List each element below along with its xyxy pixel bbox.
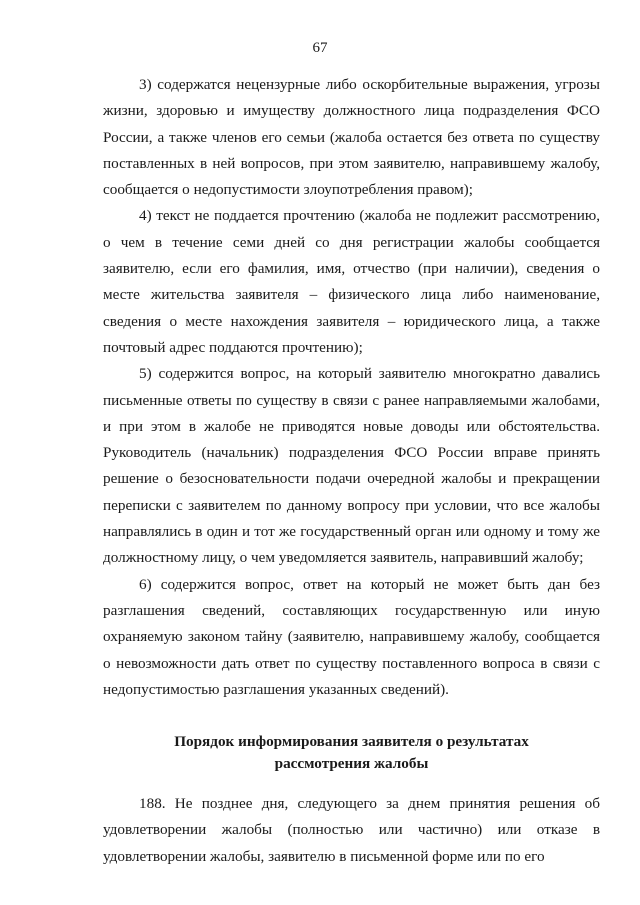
paragraph-item-5: 5) содержится вопрос, на который заявителю многократно давались письменные ответы по существу в связи с ранее направляемыми жалобами, и при этом в жалобе не приводятся новые доводы или обстоятельства. Руководитель (начальник) подразделения ФСО России вправе принять решение о безосновательности подачи очередной жалобы и прекращении переписки с заявителем по данному вопросу при условии, что все жалобы направлялись в один и тот же государственный орган или одному и тому же должностному лицу, о чем уведомляется заявитель, направивший жалобу; — [103, 365, 600, 567]
page-number: 67 — [312, 40, 328, 56]
paragraph-188: 188. Не позднее дня, следующего за днем принятия решения об удовлетворении жалобы (полностью или частично) или отказе в удовлетворении жалобы, заявителю в письменной форме или по его — [103, 795, 600, 865]
section-heading-line-2: рассмотрения жалобы — [274, 755, 429, 773]
document-body — [103, 72, 600, 870]
section-heading — [103, 731, 600, 775]
section-heading-line-1: Порядок информирования заявителя о результатах — [174, 733, 529, 751]
paragraph-item-3: 3) содержатся нецензурные либо оскорбительные выражения, угрозы жизни, здоровью и имуществу должностного лица подразделения ФСО России, а также членов его семьи (жалоба остается без ответа по существу поставленных в ней вопросов, при этом заявителю, направившему жалобу, сообщается о недопустимости злоупотребления правом); — [103, 76, 600, 199]
paragraph-item-4: 4) текст не поддается прочтению (жалоба не подлежит рассмотрению, о чем в течение семи дней со дня регистрации жалобы сообщается заявителю, если его фамилия, имя, отчество (при наличии), сведения о месте жительства заявителя – физического лица либо наименование, сведения о месте нахождения заявителя – юридического лица, а также почтовый адрес поддаются прочтению); — [103, 207, 600, 356]
paragraph-item-6: 6) содержится вопрос, ответ на который не может быть дан без разглашения сведений, составляющих государственную или иную охраняемую законом тайну (заявителю, направившему жалобу, сообщается о невозможности дать ответ по существу поставленного вопроса в связи с недопустимостью разглашения указанных сведений). — [103, 575, 600, 698]
